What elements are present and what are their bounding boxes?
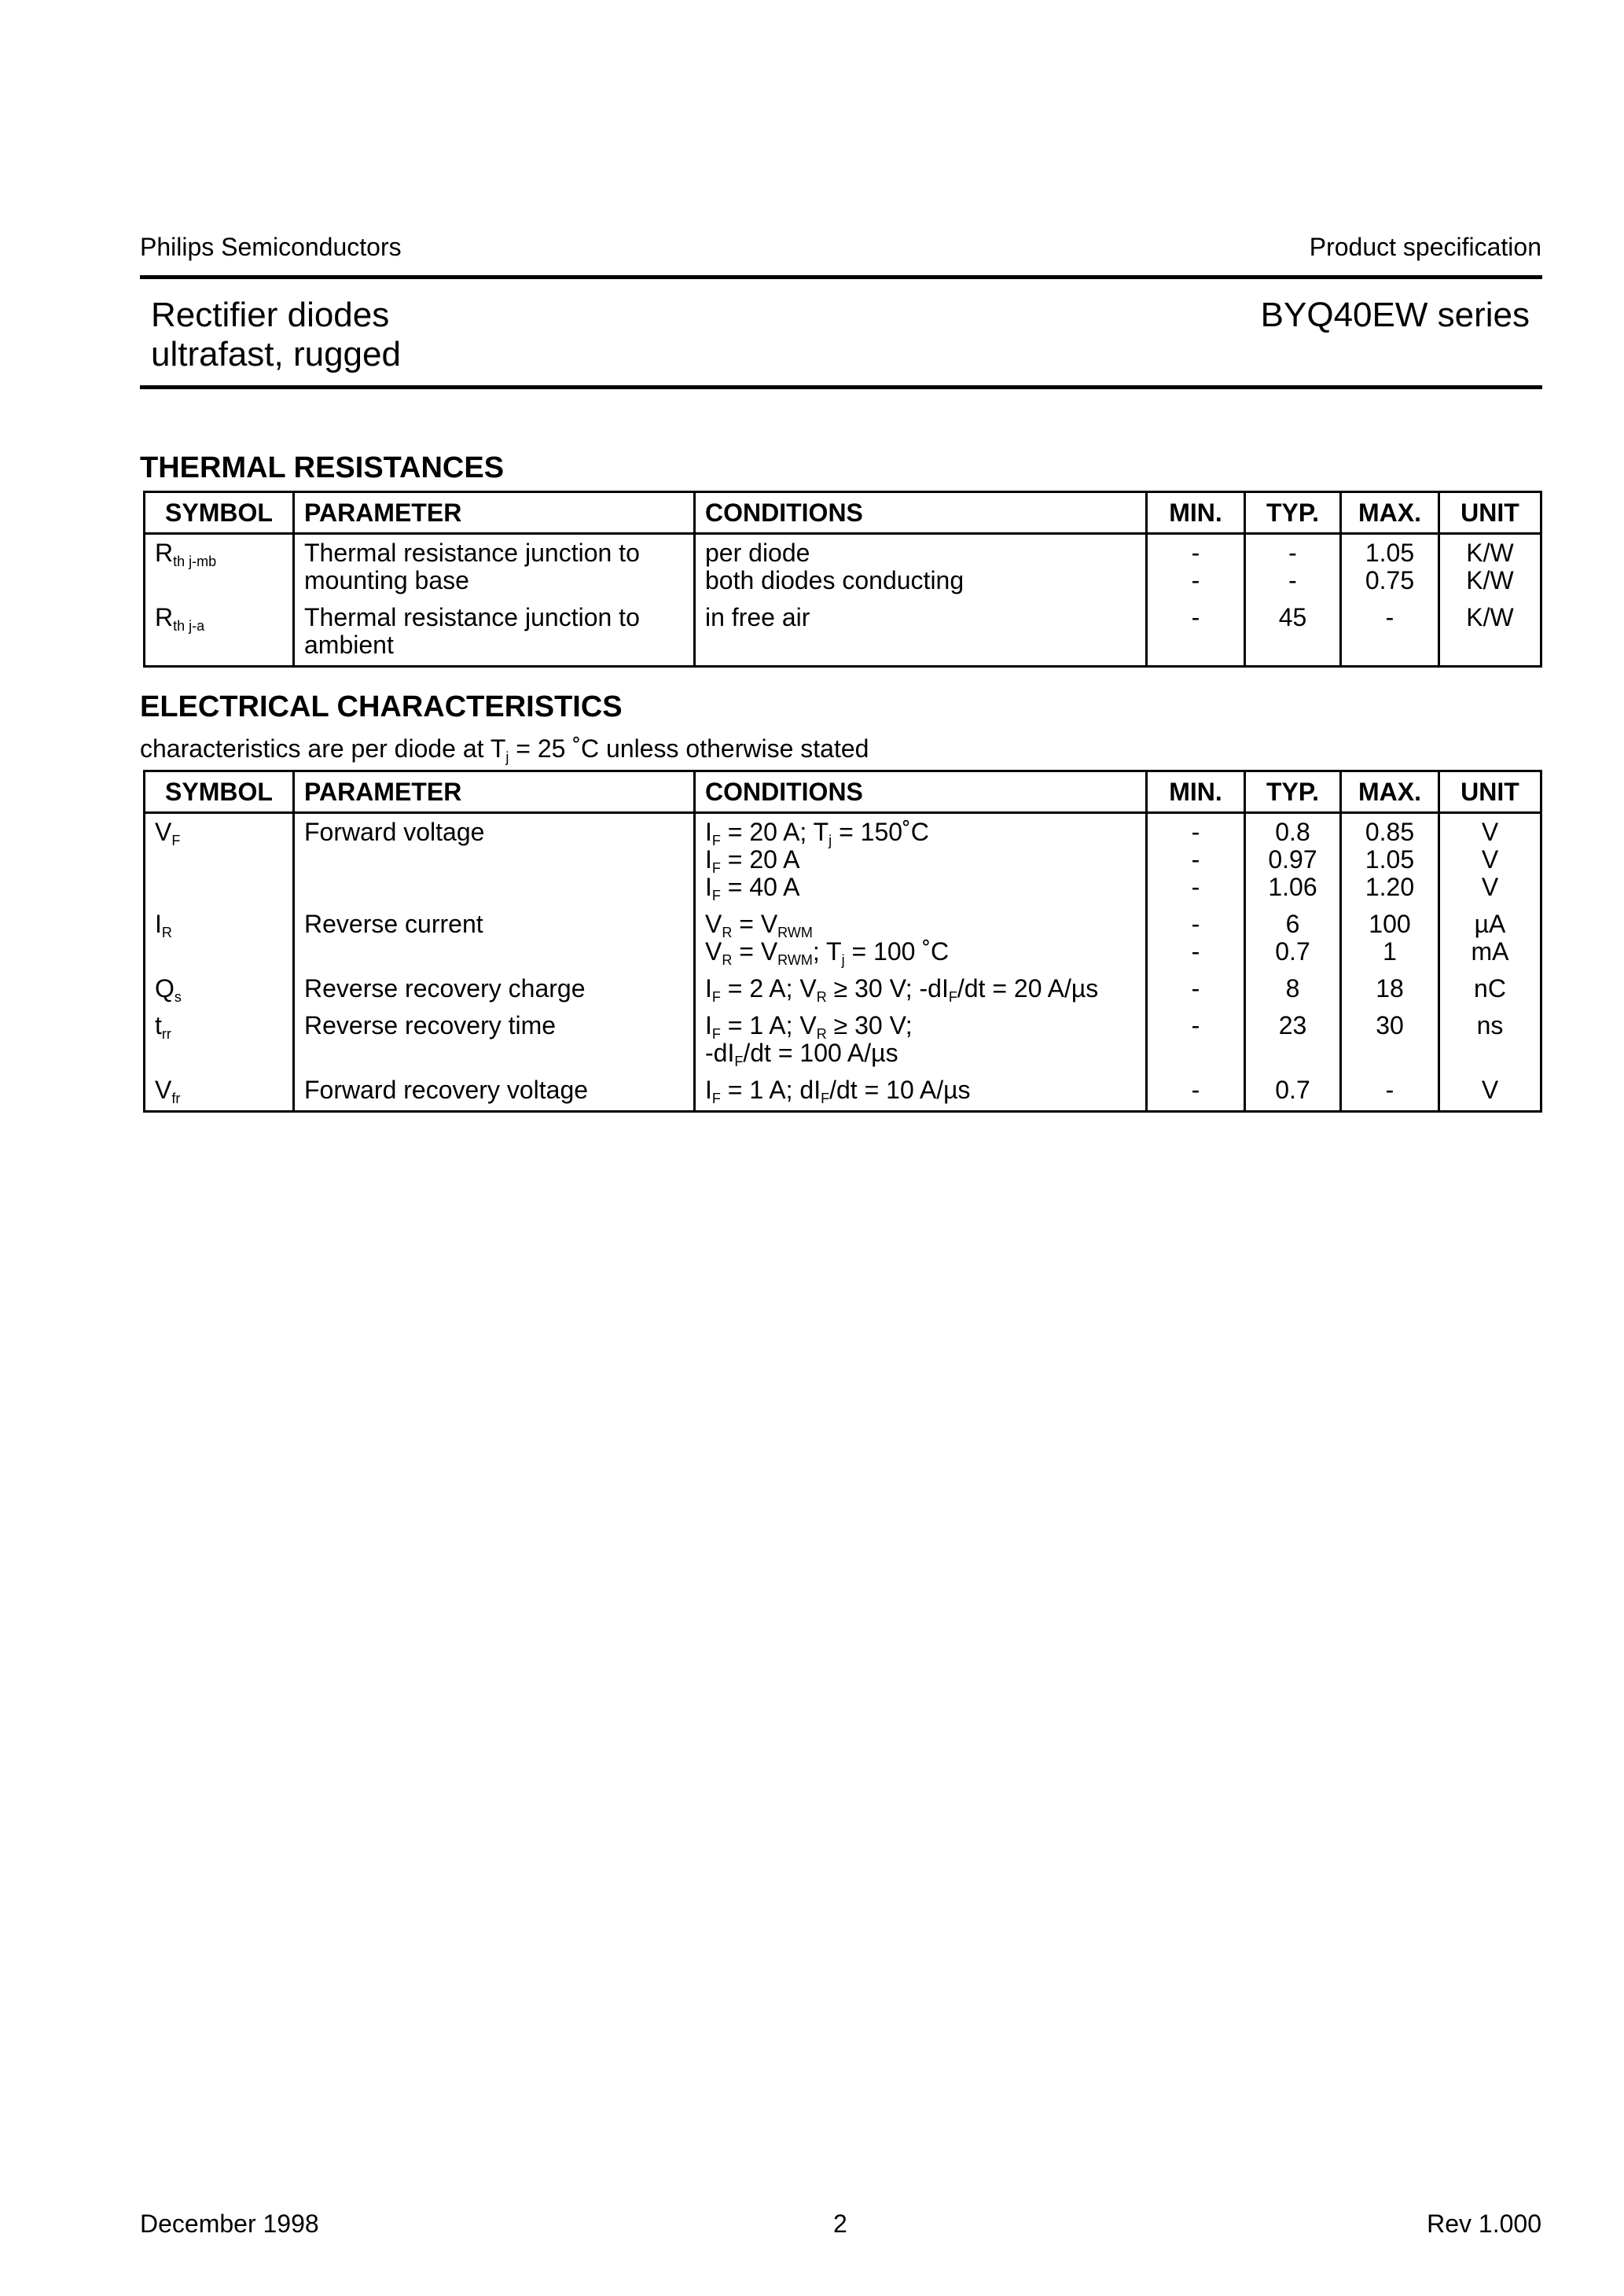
footer-page-number: 2 — [833, 2210, 847, 2238]
unit-value: K/W — [1466, 603, 1514, 631]
electrical-table-body — [145, 813, 1541, 1112]
typ-value: 0.8 — [1275, 818, 1310, 846]
col-min: MIN. — [1147, 771, 1245, 813]
parameter-line: ambient — [304, 631, 394, 659]
typ-cell — [1245, 813, 1341, 907]
max-cell — [1341, 1007, 1439, 1072]
conditions-cell — [695, 1072, 1147, 1112]
note-text-post: = 25 ˚C unless otherwise stated — [509, 734, 869, 763]
min-cell — [1147, 813, 1245, 907]
typ-value: 0.7 — [1275, 937, 1310, 966]
typ-cell — [1245, 906, 1341, 970]
min-value: - — [1191, 1076, 1200, 1104]
max-value: 1.20 — [1365, 873, 1415, 901]
typ-cell — [1245, 970, 1341, 1007]
min-value: - — [1191, 603, 1200, 631]
electrical-note — [140, 734, 869, 763]
col-typ: TYP. — [1245, 771, 1341, 813]
symbol-subscript: rr — [161, 1026, 171, 1042]
typ-value: 0.97 — [1268, 845, 1317, 874]
parameter-cell — [294, 599, 695, 667]
condition-subscript: F — [734, 1054, 744, 1069]
header-rule-top — [140, 275, 1542, 279]
col-conditions: CONDITIONS — [695, 492, 1147, 534]
typ-cell — [1245, 1072, 1341, 1112]
condition-subscript: F — [711, 888, 721, 903]
condition-line: $V_R = V_{RWM}$ — [705, 910, 813, 940]
note-text-pre: characteristics are per diode at T — [140, 734, 506, 763]
max-value: - — [1385, 1076, 1394, 1104]
typ-value: 6 — [1285, 910, 1300, 938]
unit-cell — [1439, 813, 1541, 907]
typ-cell — [1245, 534, 1341, 600]
col-unit: UNIT — [1439, 771, 1541, 813]
condition-subscript: R — [722, 952, 733, 968]
symbol-letter: V — [155, 818, 172, 846]
unit-value: K/W — [1466, 566, 1514, 594]
max-cell — [1341, 813, 1439, 907]
condition-subscript: F — [711, 860, 721, 876]
condition-line: $I_F = 1$ A; $dI_F/dt = 10$ A/µs — [705, 1076, 971, 1106]
typ-value: 45 — [1278, 603, 1307, 631]
symbol-subscript: s — [174, 989, 182, 1005]
typ-value: - — [1288, 539, 1297, 567]
typ-value: 1.06 — [1268, 873, 1317, 901]
note-text-sub: j — [505, 749, 509, 765]
max-cell — [1341, 1072, 1439, 1112]
condition-subscript: j — [829, 833, 832, 848]
electrical-table — [143, 770, 1542, 1113]
electrical-section-title: ELECTRICAL CHARACTERISTICS — [140, 690, 623, 723]
unit-value: V — [1481, 818, 1499, 846]
symbol-letter: V — [155, 1076, 172, 1104]
condition-line: per diode — [705, 539, 810, 567]
thermal-table — [143, 491, 1542, 668]
condition-subscript: F — [711, 833, 721, 848]
max-cell — [1341, 534, 1439, 600]
unit-value: V — [1481, 873, 1499, 901]
max-value: - — [1385, 603, 1394, 631]
parameter-cell — [294, 813, 695, 907]
document-title — [151, 296, 401, 374]
electrical-row — [145, 970, 1541, 1007]
col-unit: UNIT — [1439, 492, 1541, 534]
condition-subscript: F — [948, 989, 957, 1005]
min-cell — [1147, 1072, 1245, 1112]
unit-value: ns — [1476, 1011, 1504, 1039]
max-value: 100 — [1369, 910, 1411, 938]
footer-revision: Rev 1.000 — [1427, 2210, 1541, 2238]
symbol-subscript: R — [161, 925, 172, 940]
unit-value: µA — [1474, 910, 1506, 938]
symbol-cell — [145, 1072, 294, 1112]
min-value: - — [1191, 937, 1200, 966]
thermal-row — [145, 599, 1541, 667]
symbol-letter: t — [155, 1011, 162, 1039]
symbol-letter: R — [155, 603, 174, 631]
col-max: MAX. — [1341, 771, 1439, 813]
max-value: 0.75 — [1365, 566, 1415, 594]
min-value: - — [1191, 873, 1200, 901]
part-number: BYQ40EW series — [1260, 296, 1530, 334]
unit-value: mA — [1471, 937, 1509, 966]
unit-value: K/W — [1466, 539, 1514, 567]
unit-cell — [1439, 1072, 1541, 1112]
symbol-letter: R — [155, 539, 174, 567]
document-type: Product specification — [1309, 233, 1541, 261]
parameter-line: Thermal resistance junction to — [304, 539, 640, 567]
typ-value: 23 — [1278, 1011, 1307, 1039]
condition-subscript: j — [841, 952, 845, 968]
symbol-cell — [145, 906, 294, 970]
condition-subscript: F — [711, 1091, 721, 1106]
thermal-row — [145, 534, 1541, 600]
conditions-cell — [695, 906, 1147, 970]
condition-subscript: RWM — [777, 952, 813, 968]
min-value: - — [1191, 845, 1200, 874]
parameter-line: Reverse recovery charge — [304, 974, 586, 1003]
electrical-row — [145, 906, 1541, 970]
conditions-cell — [695, 534, 1147, 600]
max-cell — [1341, 599, 1439, 667]
condition-line: in free air — [705, 603, 810, 631]
symbol-subscript: th j-a — [173, 618, 205, 634]
col-symbol: SYMBOL — [145, 492, 294, 534]
min-cell — [1147, 970, 1245, 1007]
max-value: 30 — [1376, 1011, 1404, 1039]
footer-date: December 1998 — [140, 2210, 319, 2238]
company-name: Philips Semiconductors — [140, 233, 402, 261]
min-value: - — [1191, 974, 1200, 1003]
min-value: - — [1191, 539, 1200, 567]
unit-value: V — [1481, 845, 1499, 874]
parameter-line: Reverse current — [304, 910, 483, 938]
conditions-cell — [695, 813, 1147, 907]
max-cell — [1341, 970, 1439, 1007]
electrical-row — [145, 1007, 1541, 1072]
parameter-cell — [294, 1072, 695, 1112]
parameter-line: mounting base — [304, 566, 469, 594]
thermal-table-body — [145, 534, 1541, 667]
condition-subscript: R — [816, 1026, 827, 1042]
col-max: MAX. — [1341, 492, 1439, 534]
symbol-subscript: F — [171, 833, 181, 848]
symbol-cell — [145, 1007, 294, 1072]
title-line-1: Rectifier diodes — [151, 296, 390, 334]
condition-line: $-dI_F/dt = 100$ A/µs — [705, 1039, 898, 1069]
max-value: 1.05 — [1365, 539, 1415, 567]
unit-cell — [1439, 970, 1541, 1007]
parameter-line: Forward recovery voltage — [304, 1076, 589, 1104]
parameter-line: Reverse recovery time — [304, 1011, 557, 1039]
thermal-section-title: THERMAL RESISTANCES — [140, 451, 505, 484]
condition-line: $I_F = 2$ A; $V_R \ge 30$ V; $-dI_F/dt = 20$ A/µs — [705, 974, 1099, 1005]
conditions-cell — [695, 1007, 1147, 1072]
typ-cell — [1245, 1007, 1341, 1072]
max-value: 18 — [1376, 974, 1404, 1003]
condition-line: $I_F = 20$ A; $T_j$ = 150˚C — [705, 818, 929, 848]
condition-line: $I_F = 20$ A — [705, 845, 800, 876]
col-conditions: CONDITIONS — [695, 771, 1147, 813]
min-value: - — [1191, 1011, 1200, 1039]
condition-subscript: R — [816, 989, 827, 1005]
min-cell — [1147, 1007, 1245, 1072]
symbol-letter: I — [155, 910, 162, 938]
symbol-cell — [145, 599, 294, 667]
col-parameter: PARAMETER — [294, 492, 695, 534]
parameter-cell — [294, 1007, 695, 1072]
condition-line: $I_F = 1$ A; $V_R \ge 30$ V; — [705, 1011, 913, 1042]
condition-subscript: F — [711, 989, 721, 1005]
col-min: MIN. — [1147, 492, 1245, 534]
condition-subscript: R — [722, 925, 733, 940]
min-value: - — [1191, 910, 1200, 938]
parameter-cell — [294, 906, 695, 970]
min-cell — [1147, 534, 1245, 600]
max-value: 0.85 — [1365, 818, 1415, 846]
symbol-subscript: th j-mb — [173, 554, 217, 569]
symbol-subscript: fr — [171, 1091, 181, 1106]
min-cell — [1147, 906, 1245, 970]
col-symbol: SYMBOL — [145, 771, 294, 813]
typ-cell — [1245, 599, 1341, 667]
symbol-letter: Q — [155, 974, 175, 1003]
parameter-line: Thermal resistance junction to — [304, 603, 640, 631]
max-value: 1 — [1383, 937, 1397, 966]
parameter-cell — [294, 970, 695, 1007]
typ-value: 0.7 — [1275, 1076, 1310, 1104]
unit-cell — [1439, 1007, 1541, 1072]
symbol-cell — [145, 534, 294, 600]
parameter-line: Forward voltage — [304, 818, 485, 846]
unit-cell — [1439, 906, 1541, 970]
electrical-row — [145, 1072, 1541, 1112]
unit-cell — [1439, 534, 1541, 600]
condition-line: both diodes conducting — [705, 566, 964, 594]
unit-value: nC — [1474, 974, 1506, 1003]
condition-subscript: RWM — [777, 925, 813, 940]
typ-value: 8 — [1285, 974, 1300, 1003]
typ-value: - — [1288, 566, 1297, 594]
condition-subscript: F — [821, 1091, 830, 1106]
condition-line: $I_F = 40$ A — [705, 873, 800, 903]
symbol-cell — [145, 813, 294, 907]
min-cell — [1147, 599, 1245, 667]
parameter-cell — [294, 534, 695, 600]
thermal-header-row — [145, 492, 1541, 534]
conditions-cell — [695, 970, 1147, 1007]
col-typ: TYP. — [1245, 492, 1341, 534]
header-rule-bottom — [140, 385, 1542, 389]
electrical-row — [145, 813, 1541, 907]
unit-cell — [1439, 599, 1541, 667]
condition-subscript: F — [711, 1026, 721, 1042]
conditions-cell — [695, 599, 1147, 667]
max-cell — [1341, 906, 1439, 970]
max-value: 1.05 — [1365, 845, 1415, 874]
electrical-header-row — [145, 771, 1541, 813]
min-value: - — [1191, 566, 1200, 594]
condition-line: $V_R = V_{RWM}$; $T_j = 100$ ˚C — [705, 937, 950, 968]
col-parameter: PARAMETER — [294, 771, 695, 813]
symbol-cell — [145, 970, 294, 1007]
unit-value: V — [1481, 1076, 1499, 1104]
min-value: - — [1191, 818, 1200, 846]
title-line-2: ultrafast, rugged — [151, 335, 401, 373]
